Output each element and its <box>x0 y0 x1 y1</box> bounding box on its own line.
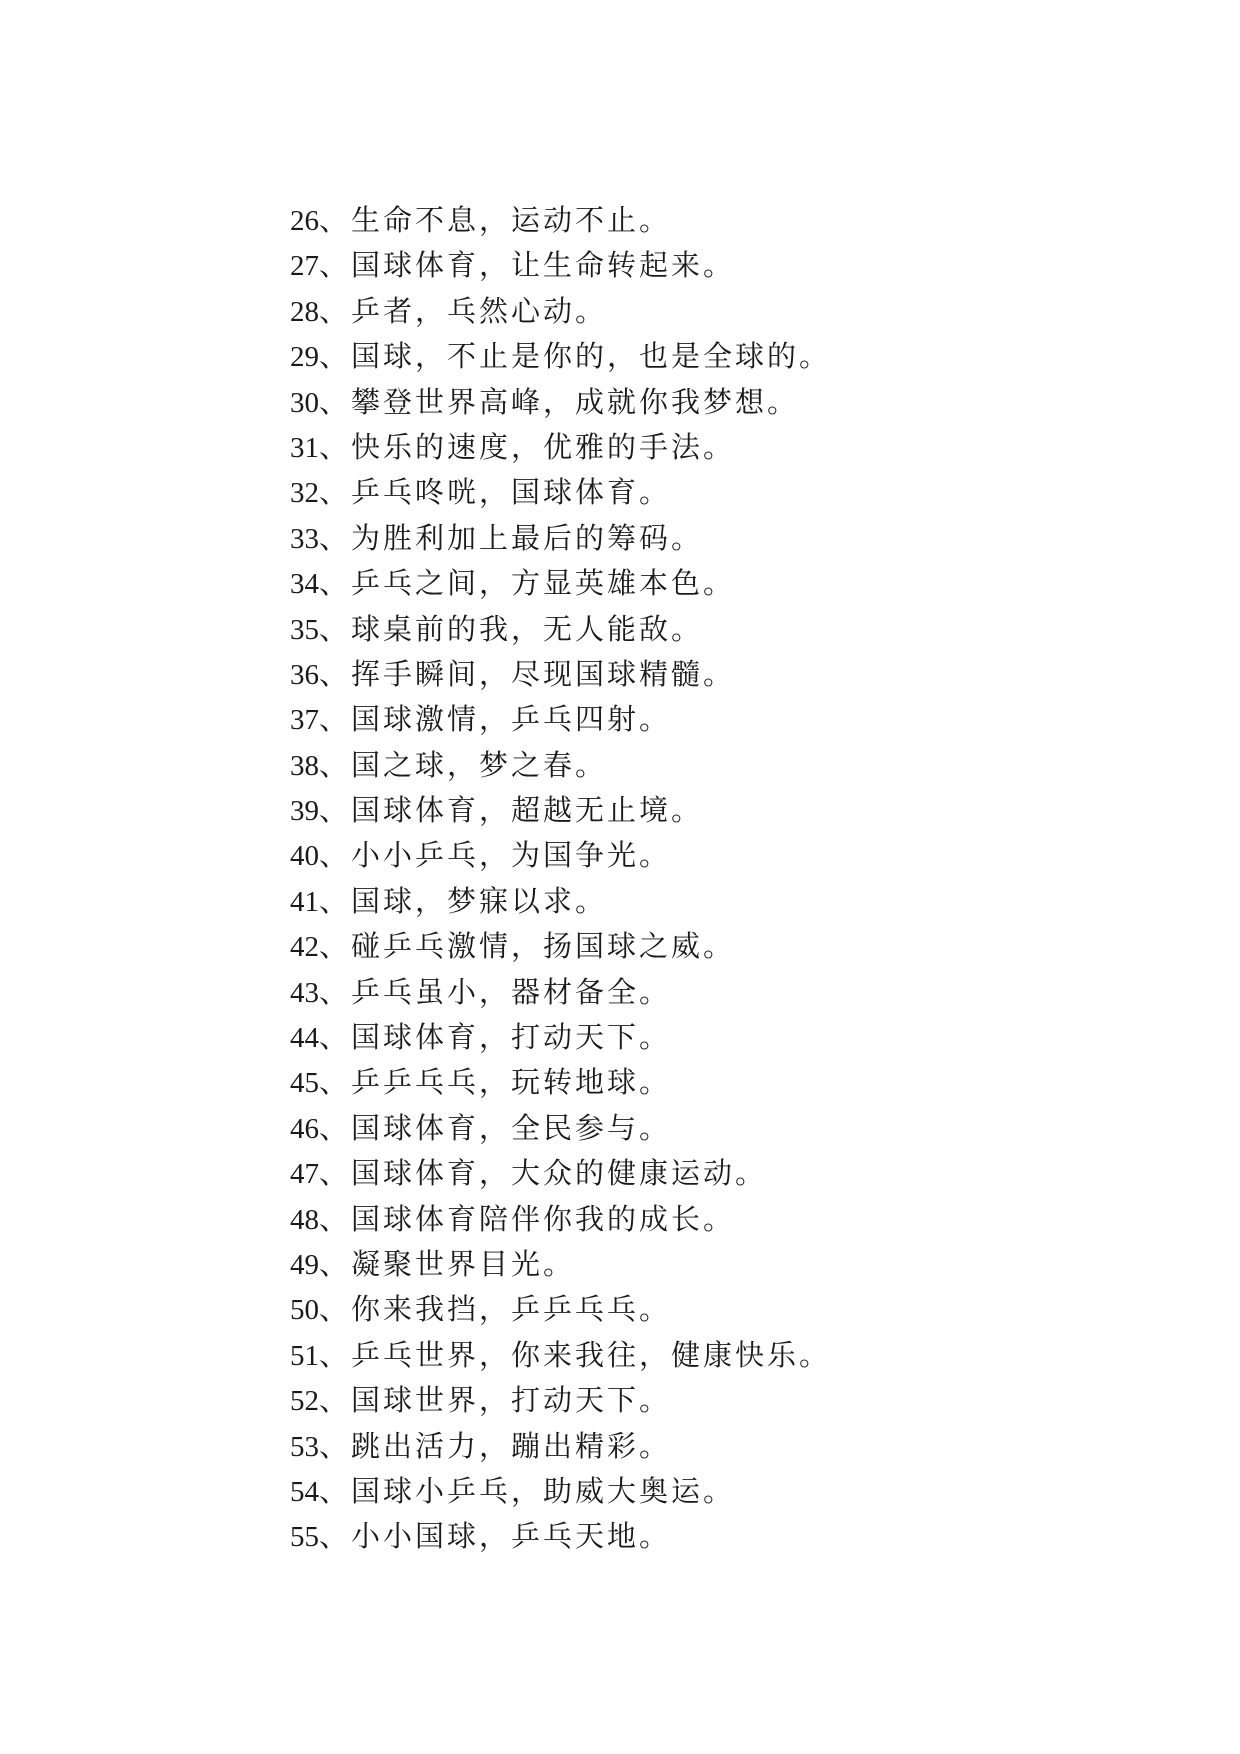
item-number: 54 <box>290 1475 319 1508</box>
item-number: 39 <box>290 795 319 828</box>
item-text: 小小乒乓，为国争光。 <box>351 838 672 873</box>
item-separator: 、 <box>319 1473 352 1508</box>
item-separator: 、 <box>319 1292 352 1327</box>
item-text: 国之球，梦之春。 <box>351 747 608 782</box>
item-separator: 、 <box>319 1156 352 1191</box>
item-separator: 、 <box>319 566 352 601</box>
item-separator: 、 <box>319 656 352 691</box>
list-item <box>290 516 831 561</box>
item-text: 你来我挡，乒乒乓乓。 <box>351 1292 672 1327</box>
item-text: 国球激情，乒乓四射。 <box>351 702 672 737</box>
list-item <box>290 380 831 425</box>
item-number: 38 <box>290 749 319 782</box>
list-item <box>290 607 831 652</box>
item-separator: 、 <box>319 203 352 237</box>
item-text: 乒乓虽小，器材备全。 <box>351 974 672 1009</box>
list-item <box>290 879 831 924</box>
item-number: 32 <box>290 477 319 510</box>
item-number: 48 <box>290 1203 319 1236</box>
item-text: 国球体育，大众的健康运动。 <box>351 1156 768 1191</box>
item-separator: 、 <box>319 929 352 964</box>
item-separator: 、 <box>319 883 352 918</box>
list-item <box>290 924 831 969</box>
slogan-list <box>290 198 831 1560</box>
item-text: 跳出活力，蹦出精彩。 <box>351 1428 672 1463</box>
item-number: 51 <box>290 1339 319 1372</box>
list-item <box>290 697 831 742</box>
item-text: 乒者，乓然心动。 <box>351 293 608 328</box>
item-number: 41 <box>290 885 319 918</box>
list-item <box>290 1060 831 1105</box>
item-text: 国球体育，全民参与。 <box>351 1110 672 1145</box>
item-text: 乒乓之间，方显英雄本色。 <box>351 566 736 601</box>
item-number: 47 <box>290 1158 319 1191</box>
item-text: 国球体育，超越无止境。 <box>351 793 704 828</box>
item-text: 球桌前的我，无人能敌。 <box>351 611 704 646</box>
item-number: 26 <box>290 205 319 237</box>
item-number: 53 <box>290 1430 319 1463</box>
item-number: 34 <box>290 568 319 601</box>
item-text: 乒乓咚咣，国球体育。 <box>351 475 672 510</box>
item-number: 44 <box>290 1022 319 1055</box>
list-item <box>290 1197 831 1242</box>
item-separator: 、 <box>319 384 352 419</box>
item-number: 45 <box>290 1067 319 1100</box>
item-separator: 、 <box>319 248 352 283</box>
item-number: 50 <box>290 1294 319 1327</box>
item-text: 碰乒乓激情，扬国球之威。 <box>351 929 736 964</box>
item-separator: 、 <box>319 702 352 737</box>
item-text: 国球世界，打动天下。 <box>351 1383 672 1418</box>
list-item <box>290 425 831 470</box>
item-text: 小小国球，乒乓天地。 <box>351 1519 672 1554</box>
item-text: 凝聚世界目光。 <box>351 1246 576 1281</box>
list-item <box>290 1015 831 1060</box>
item-number: 35 <box>290 613 319 646</box>
list-item <box>290 334 831 379</box>
item-number: 29 <box>290 341 319 374</box>
item-separator: 、 <box>319 339 352 374</box>
item-number: 30 <box>290 386 319 419</box>
list-item <box>290 1287 831 1332</box>
item-number: 37 <box>290 704 319 737</box>
list-item <box>290 743 831 788</box>
list-item <box>290 833 831 878</box>
item-text: 国球体育陪伴你我的成长。 <box>351 1201 736 1236</box>
list-item <box>290 470 831 515</box>
item-text: 国球，梦寐以求。 <box>351 883 608 918</box>
item-number: 49 <box>290 1248 319 1281</box>
item-separator: 、 <box>319 475 352 510</box>
list-item <box>290 1378 831 1423</box>
list-item <box>290 1242 831 1287</box>
item-separator: 、 <box>319 974 352 1009</box>
item-number: 31 <box>290 431 319 464</box>
item-separator: 、 <box>319 520 352 555</box>
item-separator: 、 <box>319 1428 352 1463</box>
list-item <box>290 289 831 334</box>
item-number: 42 <box>290 931 319 964</box>
item-text: 国球，不止是你的，也是全球的。 <box>351 339 832 374</box>
item-number: 52 <box>290 1385 319 1418</box>
list-item <box>290 1333 831 1378</box>
item-number: 43 <box>290 976 319 1009</box>
item-separator: 、 <box>319 1020 352 1055</box>
item-separator: 、 <box>319 429 352 464</box>
item-separator: 、 <box>319 793 352 828</box>
list-item <box>290 561 831 606</box>
item-separator: 、 <box>319 1246 352 1281</box>
item-number: 33 <box>290 522 319 555</box>
item-text: 生命不息，运动不止。 <box>351 203 672 237</box>
item-separator: 、 <box>319 1383 352 1418</box>
item-separator: 、 <box>319 1201 352 1236</box>
item-number: 46 <box>290 1112 319 1145</box>
list-item <box>290 788 831 833</box>
item-separator: 、 <box>319 747 352 782</box>
item-text: 挥手瞬间，尽现国球精髓。 <box>351 656 736 691</box>
list-item <box>290 1469 831 1514</box>
item-text: 攀登世界高峰，成就你我梦想。 <box>351 384 800 419</box>
item-separator: 、 <box>319 1065 352 1100</box>
item-separator: 、 <box>319 293 352 328</box>
list-item <box>290 1514 831 1559</box>
item-separator: 、 <box>319 611 352 646</box>
item-separator: 、 <box>319 1110 352 1145</box>
list-item <box>290 1424 831 1469</box>
item-separator: 、 <box>319 1337 352 1372</box>
item-text: 国球体育，打动天下。 <box>351 1020 672 1055</box>
list-item <box>290 198 831 243</box>
item-text: 国球小乒乓，助威大奥运。 <box>351 1473 736 1508</box>
list-item <box>290 1106 831 1151</box>
item-separator: 、 <box>319 838 352 873</box>
item-text: 快乐的速度，优雅的手法。 <box>351 429 736 464</box>
item-number: 36 <box>290 658 319 691</box>
item-number: 40 <box>290 840 319 873</box>
item-text: 国球体育，让生命转起来。 <box>351 248 736 283</box>
item-number: 27 <box>290 250 319 283</box>
item-text: 乒乓世界，你来我往，健康快乐。 <box>351 1337 832 1372</box>
list-item <box>290 970 831 1015</box>
list-item <box>290 243 831 288</box>
item-text: 乒乒乓乓，玩转地球。 <box>351 1065 672 1100</box>
item-text: 为胜利加上最后的筹码。 <box>351 520 704 555</box>
item-number: 55 <box>290 1521 319 1554</box>
list-item <box>290 1151 831 1196</box>
list-item <box>290 652 831 697</box>
item-number: 28 <box>290 295 319 328</box>
item-separator: 、 <box>319 1519 352 1554</box>
